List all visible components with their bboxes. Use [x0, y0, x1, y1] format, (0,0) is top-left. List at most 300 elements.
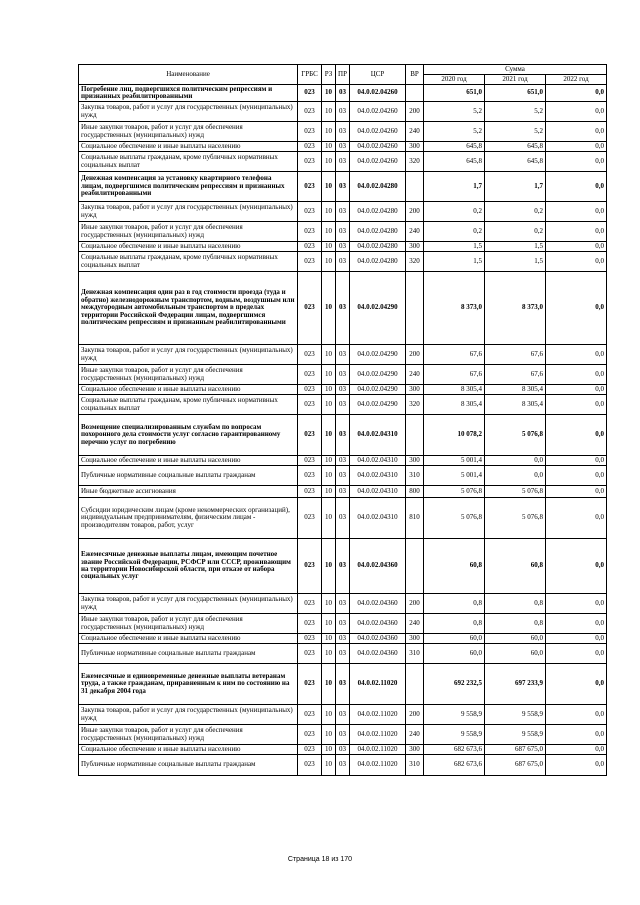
grbs-cell: 023	[298, 122, 322, 142]
row-name: Иные бюджетные ассигнования	[79, 486, 298, 498]
table-row	[79, 705, 607, 725]
csr-cell: 04.0.02.04360	[350, 539, 406, 594]
amount-2022: 0,0	[546, 456, 607, 466]
amount-2021: 1,7	[485, 172, 546, 202]
amount-2021: 5 076,8	[485, 498, 546, 539]
amount-2021: 651,0	[485, 85, 546, 102]
csr-cell: 04.0.02.04290	[350, 272, 406, 345]
csr-cell: 04.0.02.04260	[350, 152, 406, 172]
pr-cell: 03	[336, 365, 350, 385]
amount-2020: 0,8	[424, 614, 485, 634]
amount-2022: 0,0	[546, 385, 607, 395]
row-name: Социальное обеспечение и иные выплаты населению	[79, 142, 298, 152]
pr-cell: 03	[336, 664, 350, 705]
amount-2020: 0,2	[424, 222, 485, 242]
amount-2020: 5 001,4	[424, 456, 485, 466]
grbs-cell: 023	[298, 85, 322, 102]
csr-cell: 04.0.02.04360	[350, 634, 406, 644]
vr-cell: 240	[406, 365, 424, 385]
grbs-cell: 023	[298, 745, 322, 755]
vr-cell: 200	[406, 202, 424, 222]
table-row	[79, 725, 607, 745]
amount-2020: 8 305,4	[424, 385, 485, 395]
csr-cell: 04.0.02.11020	[350, 705, 406, 725]
table-row	[79, 222, 607, 242]
grbs-cell: 023	[298, 664, 322, 705]
table-row	[79, 365, 607, 385]
amount-2020: 645,8	[424, 142, 485, 152]
grbs-cell: 023	[298, 466, 322, 486]
rz-cell: 10	[322, 486, 336, 498]
rz-cell: 10	[322, 466, 336, 486]
table-row	[79, 664, 607, 705]
amount-2020: 1,5	[424, 252, 485, 272]
rz-cell: 10	[322, 634, 336, 644]
vr-cell	[406, 272, 424, 345]
budget-table-wrapper	[78, 64, 606, 776]
rz-cell: 10	[322, 725, 336, 745]
amount-2021: 0,2	[485, 222, 546, 242]
row-name: Иные закупки товаров, работ и услуг для обеспечения государственных (муниципальных) нужд	[79, 222, 298, 242]
row-name: Ежемесячные и единовременные денежные выплаты ветеранам труда, а также гражданам, приравненным к ним по состоянию на 31 декабря 2004 года	[79, 664, 298, 705]
row-name: Публичные нормативные социальные выплаты гражданам	[79, 755, 298, 776]
pr-cell: 03	[336, 222, 350, 242]
amount-2022: 0,0	[546, 252, 607, 272]
row-name: Возмещение специализированным службам по вопросам похоронного дела стоимости услуг согласно гарантированному перечню услуг по погребению	[79, 415, 298, 456]
pr-cell: 03	[336, 456, 350, 466]
grbs-cell: 023	[298, 395, 322, 415]
rz-cell: 10	[322, 345, 336, 365]
table-row	[79, 755, 607, 776]
rz-cell: 10	[322, 415, 336, 456]
amount-2022: 0,0	[546, 152, 607, 172]
csr-cell: 04.0.02.04260	[350, 102, 406, 122]
pr-cell: 03	[336, 122, 350, 142]
grbs-cell: 023	[298, 415, 322, 456]
csr-cell: 04.0.02.04260	[350, 85, 406, 102]
pr-cell: 03	[336, 142, 350, 152]
amount-2022: 0,0	[546, 466, 607, 486]
amount-2022: 0,0	[546, 745, 607, 755]
vr-cell: 310	[406, 644, 424, 664]
grbs-cell: 023	[298, 172, 322, 202]
table-row	[79, 644, 607, 664]
header-2020: 2020 год	[424, 75, 485, 85]
amount-2022: 0,0	[546, 142, 607, 152]
rz-cell: 10	[322, 252, 336, 272]
rz-cell: 10	[322, 644, 336, 664]
csr-cell: 04.0.02.04280	[350, 222, 406, 242]
pr-cell: 03	[336, 466, 350, 486]
amount-2020: 1,7	[424, 172, 485, 202]
csr-cell: 04.0.02.11020	[350, 664, 406, 705]
grbs-cell: 023	[298, 152, 322, 172]
row-name: Социальное обеспечение и иные выплаты населению	[79, 456, 298, 466]
grbs-cell: 023	[298, 222, 322, 242]
rz-cell: 10	[322, 102, 336, 122]
grbs-cell: 023	[298, 202, 322, 222]
rz-cell: 10	[322, 395, 336, 415]
amount-2022: 0,0	[546, 486, 607, 498]
vr-cell: 200	[406, 345, 424, 365]
csr-cell: 04.0.02.04360	[350, 614, 406, 634]
row-name: Социальное обеспечение и иные выплаты населению	[79, 745, 298, 755]
pr-cell: 03	[336, 242, 350, 252]
amount-2022: 0,0	[546, 725, 607, 745]
csr-cell: 04.0.02.04310	[350, 486, 406, 498]
rz-cell: 10	[322, 456, 336, 466]
pr-cell: 03	[336, 85, 350, 102]
pr-cell: 03	[336, 539, 350, 594]
row-name: Социальные выплаты гражданам, кроме публичных нормативных социальных выплат	[79, 395, 298, 415]
amount-2021: 645,8	[485, 152, 546, 172]
amount-2020: 1,5	[424, 242, 485, 252]
table-row	[79, 745, 607, 755]
csr-cell: 04.0.02.04280	[350, 252, 406, 272]
amount-2020: 0,8	[424, 594, 485, 614]
grbs-cell: 023	[298, 385, 322, 395]
row-name: Публичные нормативные социальные выплаты гражданам	[79, 644, 298, 664]
amount-2022: 0,0	[546, 594, 607, 614]
grbs-cell: 023	[298, 456, 322, 466]
amount-2022: 0,0	[546, 222, 607, 242]
table-header	[79, 65, 607, 85]
amount-2022: 0,0	[546, 85, 607, 102]
amount-2022: 0,0	[546, 365, 607, 385]
row-name: Социальные выплаты гражданам, кроме публичных нормативных социальных выплат	[79, 152, 298, 172]
csr-cell: 04.0.02.04260	[350, 122, 406, 142]
row-name: Ежемесячные денежные выплаты лицам, имеющим почетное звание Российской Федерации, РСФСР или СССР, проживающим на территории Новосибирской области, при отказе от набора социальных услуг	[79, 539, 298, 594]
csr-cell: 04.0.02.04290	[350, 385, 406, 395]
amount-2020: 692 232,5	[424, 664, 485, 705]
amount-2022: 0,0	[546, 202, 607, 222]
header-name: Наименование	[79, 65, 298, 85]
pr-cell: 03	[336, 202, 350, 222]
table-row	[79, 395, 607, 415]
amount-2021: 5 076,8	[485, 415, 546, 456]
vr-cell: 310	[406, 466, 424, 486]
csr-cell: 04.0.02.04360	[350, 644, 406, 664]
amount-2022: 0,0	[546, 415, 607, 456]
rz-cell: 10	[322, 172, 336, 202]
vr-cell	[406, 172, 424, 202]
table-row	[79, 202, 607, 222]
vr-cell: 320	[406, 395, 424, 415]
row-name: Закупка товаров, работ и услуг для государственных (муниципальных) нужд	[79, 102, 298, 122]
table-row	[79, 486, 607, 498]
pr-cell: 03	[336, 594, 350, 614]
amount-2021: 645,8	[485, 142, 546, 152]
amount-2021: 5,2	[485, 102, 546, 122]
amount-2020: 8 305,4	[424, 395, 485, 415]
rz-cell: 10	[322, 745, 336, 755]
grbs-cell: 023	[298, 644, 322, 664]
pr-cell: 03	[336, 395, 350, 415]
table-row	[79, 242, 607, 252]
row-name: Денежная компенсация один раз в год стоимости проезда (туда и обратно) железнодорожным транспортом, водным, воздушным или междугородным автомобильным транспортом в пределах территории Российской Федерации лицам, подвергшимся политическим репрессиям и признанным реабилитированными	[79, 272, 298, 345]
grbs-cell: 023	[298, 345, 322, 365]
rz-cell: 10	[322, 385, 336, 395]
amount-2022: 0,0	[546, 102, 607, 122]
vr-cell: 300	[406, 242, 424, 252]
csr-cell: 04.0.02.11020	[350, 755, 406, 776]
csr-cell: 04.0.02.11020	[350, 725, 406, 745]
row-name: Социальное обеспечение и иные выплаты населению	[79, 385, 298, 395]
amount-2021: 1,5	[485, 252, 546, 272]
vr-cell: 240	[406, 222, 424, 242]
header-2022: 2022 год	[546, 75, 607, 85]
grbs-cell: 023	[298, 365, 322, 385]
vr-cell	[406, 539, 424, 594]
amount-2020: 0,2	[424, 202, 485, 222]
amount-2020: 9 558,9	[424, 705, 485, 725]
grbs-cell: 023	[298, 252, 322, 272]
table-row	[79, 385, 607, 395]
amount-2021: 9 558,9	[485, 725, 546, 745]
row-name: Иные закупки товаров, работ и услуг для обеспечения государственных (муниципальных) нужд	[79, 122, 298, 142]
amount-2022: 0,0	[546, 644, 607, 664]
pr-cell: 03	[336, 152, 350, 172]
amount-2020: 67,6	[424, 365, 485, 385]
amount-2022: 0,0	[546, 395, 607, 415]
table-row	[79, 142, 607, 152]
amount-2020: 9 558,9	[424, 725, 485, 745]
amount-2020: 645,8	[424, 152, 485, 172]
csr-cell: 04.0.02.04310	[350, 498, 406, 539]
csr-cell: 04.0.02.04310	[350, 415, 406, 456]
header-rz: РЗ	[322, 65, 336, 85]
vr-cell: 300	[406, 142, 424, 152]
grbs-cell: 023	[298, 614, 322, 634]
row-name: Субсидии юридическим лицам (кроме некоммерческих организаций), индивидуальным предпринимателям, физическим лицам - производителям товаров, работ, услуг	[79, 498, 298, 539]
table-row	[79, 594, 607, 614]
grbs-cell: 023	[298, 102, 322, 122]
csr-cell: 04.0.02.04290	[350, 395, 406, 415]
table-row	[79, 634, 607, 644]
row-name: Закупка товаров, работ и услуг для государственных (муниципальных) нужд	[79, 345, 298, 365]
table-body	[79, 85, 607, 776]
rz-cell: 10	[322, 122, 336, 142]
amount-2022: 0,0	[546, 172, 607, 202]
table-row	[79, 152, 607, 172]
csr-cell: 04.0.02.04310	[350, 466, 406, 486]
row-name: Закупка товаров, работ и услуг для государственных (муниципальных) нужд	[79, 594, 298, 614]
csr-cell: 04.0.02.04280	[350, 242, 406, 252]
amount-2020: 682 673,6	[424, 755, 485, 776]
amount-2020: 682 673,6	[424, 745, 485, 755]
amount-2021: 8 305,4	[485, 385, 546, 395]
row-name: Иные закупки товаров, работ и услуг для обеспечения государственных (муниципальных) нужд	[79, 725, 298, 745]
amount-2022: 0,0	[546, 272, 607, 345]
csr-cell: 04.0.02.04290	[350, 365, 406, 385]
rz-cell: 10	[322, 202, 336, 222]
amount-2020: 5,2	[424, 102, 485, 122]
amount-2022: 0,0	[546, 664, 607, 705]
pr-cell: 03	[336, 486, 350, 498]
header-grbs: ГРБС	[298, 65, 322, 85]
amount-2022: 0,0	[546, 242, 607, 252]
amount-2021: 697 233,9	[485, 664, 546, 705]
amount-2022: 0,0	[546, 345, 607, 365]
grbs-cell: 023	[298, 705, 322, 725]
table-row	[79, 345, 607, 365]
grbs-cell: 023	[298, 142, 322, 152]
header-2021: 2021 год	[485, 75, 546, 85]
amount-2021: 5 076,8	[485, 486, 546, 498]
row-name: Социальное обеспечение и иные выплаты населению	[79, 242, 298, 252]
amount-2020: 10 078,2	[424, 415, 485, 456]
vr-cell: 240	[406, 614, 424, 634]
amount-2021: 5,2	[485, 122, 546, 142]
amount-2021: 687 675,0	[485, 745, 546, 755]
vr-cell: 300	[406, 385, 424, 395]
header-vr: ВР	[406, 65, 424, 85]
vr-cell: 200	[406, 102, 424, 122]
vr-cell: 200	[406, 705, 424, 725]
amount-2020: 5,2	[424, 122, 485, 142]
row-name: Социальное обеспечение и иные выплаты населению	[79, 634, 298, 644]
rz-cell: 10	[322, 222, 336, 242]
amount-2021: 0,2	[485, 202, 546, 222]
row-name: Денежная компенсация за установку квартирного телефона лицам, подвергшимся политическим репрессиям и признанных реабилитированными	[79, 172, 298, 202]
amount-2020: 60,8	[424, 539, 485, 594]
amount-2021: 67,6	[485, 365, 546, 385]
pr-cell: 03	[336, 614, 350, 634]
vr-cell: 240	[406, 725, 424, 745]
amount-2021: 60,0	[485, 644, 546, 664]
header-pr: ПР	[336, 65, 350, 85]
pr-cell: 03	[336, 252, 350, 272]
amount-2020: 67,6	[424, 345, 485, 365]
vr-cell: 810	[406, 498, 424, 539]
grbs-cell: 023	[298, 634, 322, 644]
pr-cell: 03	[336, 644, 350, 664]
amount-2021: 0,8	[485, 594, 546, 614]
pr-cell: 03	[336, 705, 350, 725]
grbs-cell: 023	[298, 498, 322, 539]
vr-cell: 800	[406, 486, 424, 498]
amount-2021: 67,6	[485, 345, 546, 365]
vr-cell: 200	[406, 594, 424, 614]
table-row	[79, 415, 607, 456]
csr-cell: 04.0.02.04280	[350, 202, 406, 222]
rz-cell: 10	[322, 664, 336, 705]
rz-cell: 10	[322, 614, 336, 634]
rz-cell: 10	[322, 242, 336, 252]
amount-2022: 0,0	[546, 705, 607, 725]
pr-cell: 03	[336, 272, 350, 345]
pr-cell: 03	[336, 745, 350, 755]
row-name: Погребение лиц, подвергшихся политическим репрессиям и признанных реабилитированными	[79, 85, 298, 102]
amount-2021: 0,0	[485, 456, 546, 466]
amount-2022: 0,0	[546, 498, 607, 539]
amount-2021: 1,5	[485, 242, 546, 252]
pr-cell: 03	[336, 634, 350, 644]
vr-cell: 240	[406, 122, 424, 142]
vr-cell: 320	[406, 152, 424, 172]
amount-2021: 687 675,0	[485, 755, 546, 776]
table-row	[79, 252, 607, 272]
row-name: Социальные выплаты гражданам, кроме публичных нормативных социальных выплат	[79, 252, 298, 272]
rz-cell: 10	[322, 498, 336, 539]
vr-cell: 310	[406, 755, 424, 776]
amount-2022: 0,0	[546, 122, 607, 142]
rz-cell: 10	[322, 272, 336, 345]
pr-cell: 03	[336, 385, 350, 395]
amount-2022: 0,0	[546, 755, 607, 776]
rz-cell: 10	[322, 594, 336, 614]
rz-cell: 10	[322, 755, 336, 776]
vr-cell: 320	[406, 252, 424, 272]
budget-table	[78, 64, 607, 776]
table-row	[79, 272, 607, 345]
vr-cell	[406, 85, 424, 102]
amount-2021: 8 373,0	[485, 272, 546, 345]
row-name: Иные закупки товаров, работ и услуг для обеспечения государственных (муниципальных) нужд	[79, 614, 298, 634]
pr-cell: 03	[336, 345, 350, 365]
rz-cell: 10	[322, 142, 336, 152]
amount-2022: 0,0	[546, 634, 607, 644]
page-number: Страница 18 из 170	[287, 856, 353, 863]
table-row	[79, 539, 607, 594]
table-row	[79, 498, 607, 539]
pr-cell: 03	[336, 498, 350, 539]
csr-cell: 04.0.02.04310	[350, 456, 406, 466]
amount-2021: 60,0	[485, 634, 546, 644]
table-row	[79, 85, 607, 102]
table-row	[79, 122, 607, 142]
csr-cell: 04.0.02.11020	[350, 745, 406, 755]
header-csr: ЦСР	[350, 65, 406, 85]
amount-2021: 9 558,9	[485, 705, 546, 725]
amount-2020: 60,0	[424, 634, 485, 644]
grbs-cell: 023	[298, 272, 322, 345]
pr-cell: 03	[336, 725, 350, 745]
amount-2022: 0,0	[546, 614, 607, 634]
rz-cell: 10	[322, 539, 336, 594]
amount-2021: 0,0	[485, 466, 546, 486]
csr-cell: 04.0.02.04260	[350, 142, 406, 152]
vr-cell: 300	[406, 634, 424, 644]
amount-2020: 5 076,8	[424, 486, 485, 498]
table-row	[79, 102, 607, 122]
row-name: Закупка товаров, работ и услуг для государственных (муниципальных) нужд	[79, 705, 298, 725]
table-row	[79, 172, 607, 202]
rz-cell: 10	[322, 705, 336, 725]
grbs-cell: 023	[298, 594, 322, 614]
grbs-cell: 023	[298, 539, 322, 594]
amount-2022: 0,0	[546, 539, 607, 594]
vr-cell	[406, 415, 424, 456]
amount-2020: 8 373,0	[424, 272, 485, 345]
amount-2021: 8 305,4	[485, 395, 546, 415]
amount-2020: 5 001,4	[424, 466, 485, 486]
amount-2020: 5 076,8	[424, 498, 485, 539]
row-name: Публичные нормативные социальные выплаты гражданам	[79, 466, 298, 486]
rz-cell: 10	[322, 152, 336, 172]
amount-2021: 0,8	[485, 614, 546, 634]
row-name: Иные закупки товаров, работ и услуг для обеспечения государственных (муниципальных) нужд	[79, 365, 298, 385]
pr-cell: 03	[336, 755, 350, 776]
vr-cell: 300	[406, 456, 424, 466]
table-row	[79, 466, 607, 486]
pr-cell: 03	[336, 415, 350, 456]
header-sum: Сумма	[424, 65, 607, 75]
csr-cell: 04.0.02.04360	[350, 594, 406, 614]
row-name: Закупка товаров, работ и услуг для государственных (муниципальных) нужд	[79, 202, 298, 222]
csr-cell: 04.0.02.04290	[350, 345, 406, 365]
grbs-cell: 023	[298, 486, 322, 498]
